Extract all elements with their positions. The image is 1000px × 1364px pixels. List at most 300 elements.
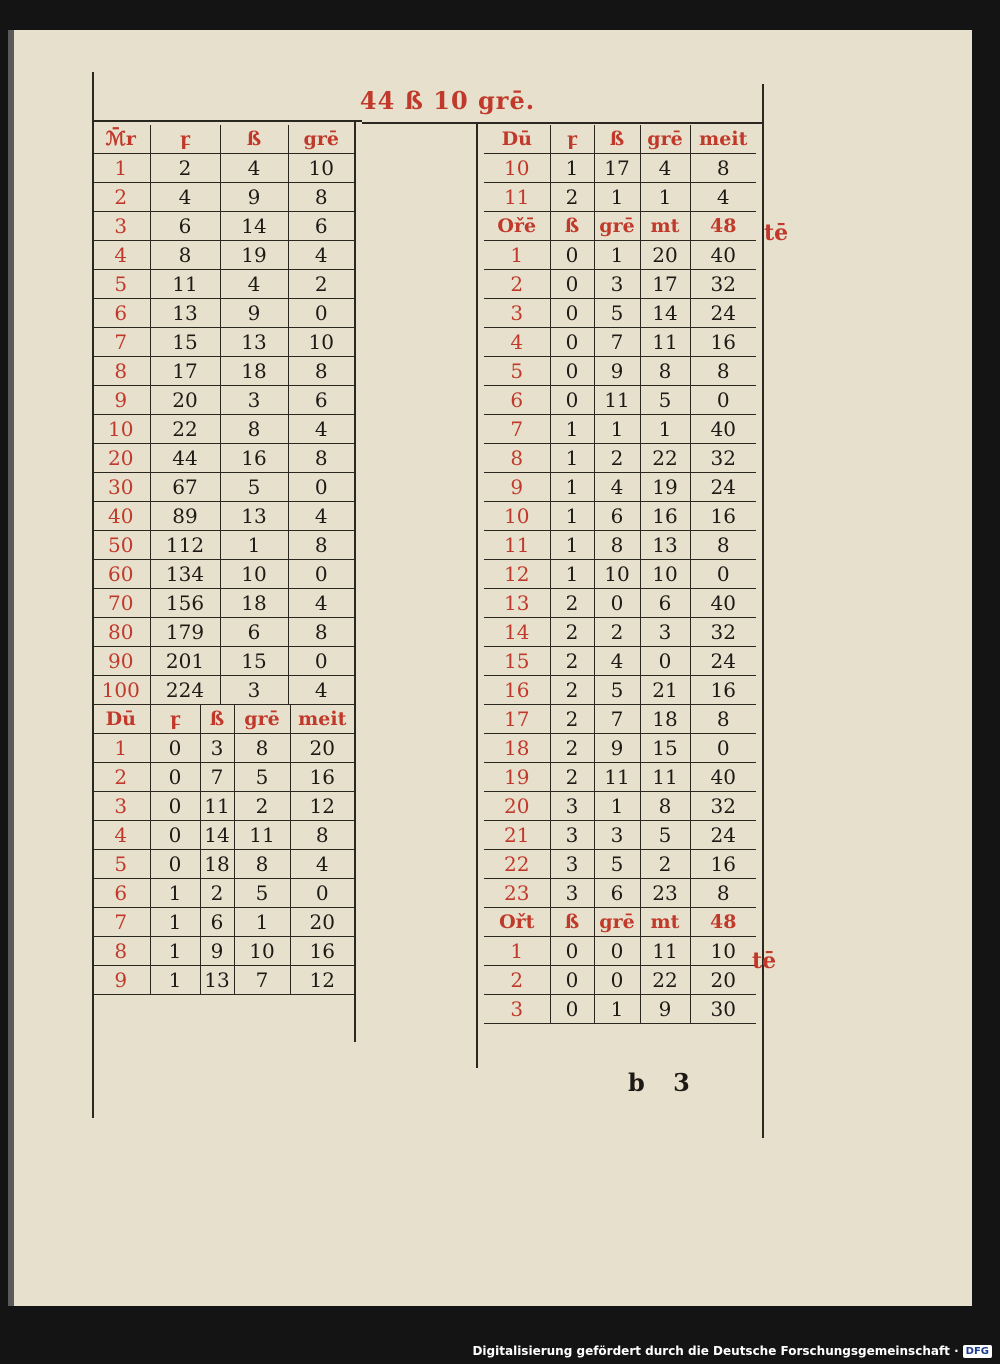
table-row <box>92 531 354 560</box>
footer <box>472 1344 992 1358</box>
table-row-cell: 8 <box>92 937 150 966</box>
right-header-row-3-cell: Ořt <box>484 908 550 937</box>
table-row-cell: 1 <box>92 734 150 763</box>
table-row <box>484 473 756 502</box>
top-rule-left <box>94 120 362 122</box>
table-row-cell: 4 <box>594 647 640 676</box>
table-row-cell: 5 <box>640 386 690 415</box>
table-row-cell: 0 <box>690 386 756 415</box>
table-row <box>92 966 354 995</box>
page-title: 44 ß 10 grē. <box>359 86 536 115</box>
table-row-cell: 6 <box>484 386 550 415</box>
left-header-row-cell: grē <box>288 125 354 154</box>
table-row-cell: 5 <box>92 270 150 299</box>
table-row-cell: 21 <box>640 676 690 705</box>
table-row-cell: 5 <box>234 879 290 908</box>
table-row-cell: 6 <box>288 386 354 415</box>
right-header-row-3-cell: ß <box>550 908 594 937</box>
table-row-cell: 0 <box>550 937 594 966</box>
table-row <box>92 763 354 792</box>
table-row-cell: 11 <box>594 763 640 792</box>
right-header-row-2-cell: Ořē <box>484 212 550 241</box>
table-row-cell: 12 <box>290 966 354 995</box>
table-row-cell: 21 <box>484 821 550 850</box>
table-row-cell: 7 <box>234 966 290 995</box>
table-row-cell: 1 <box>150 908 200 937</box>
right-header-row-3-cell: grē <box>594 908 640 937</box>
table-row <box>484 270 756 299</box>
table-row-cell: 8 <box>150 241 220 270</box>
table-row-cell: 20 <box>290 908 354 937</box>
table-row-cell: 13 <box>200 966 234 995</box>
table-row-cell: 4 <box>290 850 354 879</box>
table-row-cell: 3 <box>220 676 288 705</box>
table-row-cell: 8 <box>640 792 690 821</box>
table-row <box>484 531 756 560</box>
table-row-cell: 4 <box>288 676 354 705</box>
table-row-cell: 24 <box>690 473 756 502</box>
table-row-cell: 32 <box>690 270 756 299</box>
table-row-cell: 0 <box>150 850 200 879</box>
table-row-cell: 20 <box>690 966 756 995</box>
table-row-cell: 67 <box>150 473 220 502</box>
table-row-cell: 3 <box>594 270 640 299</box>
table-row-cell: 112 <box>150 531 220 560</box>
table-row-cell: 4 <box>288 241 354 270</box>
table-row-cell: 15 <box>150 328 220 357</box>
table-row-cell: 40 <box>690 589 756 618</box>
table-row-cell: 4 <box>220 154 288 183</box>
table-row-cell: 0 <box>150 792 200 821</box>
table-row <box>484 850 756 879</box>
table-row-cell: 2 <box>550 734 594 763</box>
table-row-cell: 9 <box>92 966 150 995</box>
right-section-note-2: tē <box>752 948 777 974</box>
table-row-cell: 2 <box>550 647 594 676</box>
table-row-cell: 0 <box>550 357 594 386</box>
left-header-row-2-cell: meit <box>290 705 354 734</box>
table-row-cell: 16 <box>690 502 756 531</box>
table-row-cell: 8 <box>234 850 290 879</box>
table-row <box>484 792 756 821</box>
table-row <box>92 502 354 531</box>
table-row-cell: 7 <box>92 908 150 937</box>
table-row-cell: 12 <box>484 560 550 589</box>
table-row-cell: 10 <box>640 560 690 589</box>
table-row-cell: 3 <box>92 212 150 241</box>
table-row-cell: 1 <box>484 241 550 270</box>
table-row-cell: 8 <box>92 357 150 386</box>
table-row <box>92 676 354 705</box>
right-header-row-cell: meit <box>690 125 756 154</box>
table-row-cell: 224 <box>150 676 220 705</box>
table-row-cell: 16 <box>690 676 756 705</box>
table-row-cell: 1 <box>150 966 200 995</box>
table-row-cell: 1 <box>550 473 594 502</box>
table-row-cell: 5 <box>484 357 550 386</box>
top-rule-right <box>362 122 762 124</box>
table-row-cell: 23 <box>484 879 550 908</box>
table-row-cell: 3 <box>550 792 594 821</box>
table-row-cell: 80 <box>92 618 150 647</box>
table-row-cell: 17 <box>640 270 690 299</box>
left-header-row-cell: ꝼ <box>150 125 220 154</box>
table-row-cell: 30 <box>690 995 756 1024</box>
table-row-cell: 60 <box>92 560 150 589</box>
table-row <box>484 879 756 908</box>
right-table <box>484 125 756 1024</box>
table-row-cell: 7 <box>92 328 150 357</box>
table-row-cell: 24 <box>690 821 756 850</box>
table-row-cell: 16 <box>690 850 756 879</box>
right-header-row-cell: ꝼ <box>550 125 594 154</box>
table-row-cell: 16 <box>290 763 354 792</box>
right-header-row-2 <box>484 212 756 241</box>
table-row-cell: 8 <box>288 618 354 647</box>
left-header-row-2 <box>92 705 354 734</box>
table-row <box>484 415 756 444</box>
table-row-cell: 40 <box>92 502 150 531</box>
table-row-cell: 0 <box>550 241 594 270</box>
table-row <box>92 618 354 647</box>
table-row-cell: 8 <box>484 444 550 473</box>
table-row-cell: 4 <box>640 154 690 183</box>
table-row-cell: 19 <box>484 763 550 792</box>
table-row <box>92 647 354 676</box>
table-row <box>92 850 354 879</box>
table-row-cell: 22 <box>150 415 220 444</box>
footer-text: Digitalisierung gefördert durch die Deutsche Forschungsgemeinschaft · <box>472 1344 959 1358</box>
table-row-cell: 14 <box>220 212 288 241</box>
table-row <box>92 560 354 589</box>
table-row-cell: 3 <box>594 821 640 850</box>
table-row-cell: 2 <box>550 589 594 618</box>
table-row-cell: 6 <box>220 618 288 647</box>
table-row-cell: 8 <box>690 357 756 386</box>
table-row-cell: 30 <box>92 473 150 502</box>
table-row-cell: 17 <box>150 357 220 386</box>
table-row-cell: 40 <box>690 415 756 444</box>
table-row-cell: 2 <box>484 966 550 995</box>
table-row-cell: 19 <box>640 473 690 502</box>
table-row-cell: 5 <box>594 299 640 328</box>
table-row-cell: 90 <box>92 647 150 676</box>
table-row-cell: 11 <box>200 792 234 821</box>
table-row-cell: 89 <box>150 502 220 531</box>
table-row-cell: 11 <box>594 386 640 415</box>
table-row-cell: 0 <box>150 821 200 850</box>
table-row-cell: 1 <box>594 995 640 1024</box>
table-row-cell: 0 <box>550 270 594 299</box>
table-row-cell: 32 <box>690 792 756 821</box>
right-header-row-2-cell: 48 <box>690 212 756 241</box>
table-row-cell: 11 <box>640 328 690 357</box>
table-row-cell: 14 <box>484 618 550 647</box>
table-row-cell: 0 <box>640 647 690 676</box>
table-row <box>484 705 756 734</box>
table-row <box>484 647 756 676</box>
right-header-row-2-cell: ß <box>550 212 594 241</box>
table-row-cell: 8 <box>288 183 354 212</box>
right-header-row-2-cell: mt <box>640 212 690 241</box>
left-table <box>92 125 354 705</box>
table-row-cell: 3 <box>220 386 288 415</box>
table-row-cell: 14 <box>200 821 234 850</box>
table-row-cell: 1 <box>220 531 288 560</box>
table-row-cell: 20 <box>92 444 150 473</box>
table-row <box>92 444 354 473</box>
left-header-row-2-cell: ß <box>200 705 234 734</box>
table-row-cell: 1 <box>550 154 594 183</box>
table-row-cell: 1 <box>550 444 594 473</box>
table-row-cell: 0 <box>288 647 354 676</box>
table-row-cell: 22 <box>640 966 690 995</box>
table-row-cell: 17 <box>484 705 550 734</box>
table-row-cell: 50 <box>92 531 150 560</box>
table-row-cell: 40 <box>690 241 756 270</box>
table-row-cell: 13 <box>640 531 690 560</box>
table-row-cell: 9 <box>594 734 640 763</box>
table-row-cell: 5 <box>594 676 640 705</box>
table-row-cell: 16 <box>220 444 288 473</box>
table-row-cell: 2 <box>288 270 354 299</box>
table-row-cell: 2 <box>594 618 640 647</box>
table-row-cell: 19 <box>220 241 288 270</box>
table-row-cell: 8 <box>690 531 756 560</box>
table-row <box>484 299 756 328</box>
table-row-cell: 3 <box>550 850 594 879</box>
table-row-cell: 9 <box>484 473 550 502</box>
table-row-cell: 44 <box>150 444 220 473</box>
table-row-cell: 2 <box>92 763 150 792</box>
table-row-cell: 7 <box>594 705 640 734</box>
table-row-cell: 24 <box>690 299 756 328</box>
table-row-cell: 1 <box>234 908 290 937</box>
table-row-cell: 8 <box>288 531 354 560</box>
table-row-cell: 13 <box>220 502 288 531</box>
table-row <box>92 908 354 937</box>
left-header-row-cell: ℳ̄r <box>92 125 150 154</box>
table-row-cell: 9 <box>220 299 288 328</box>
table-row-cell: 6 <box>150 212 220 241</box>
table-row <box>484 154 756 183</box>
table-row-cell: 20 <box>484 792 550 821</box>
table-row-cell: 70 <box>92 589 150 618</box>
table-row-cell: 1 <box>150 879 200 908</box>
table-row-cell: 17 <box>594 154 640 183</box>
table-row-cell: 7 <box>594 328 640 357</box>
left-table-outer-rule <box>354 120 356 1042</box>
table-row-cell: 4 <box>484 328 550 357</box>
right-header-row-2-cell: grē <box>594 212 640 241</box>
table-row <box>92 241 354 270</box>
table-row-cell: 6 <box>640 589 690 618</box>
table-row <box>92 879 354 908</box>
table-row-cell: 1 <box>594 415 640 444</box>
right-header-row-cell: grē <box>640 125 690 154</box>
table-row-cell: 0 <box>550 328 594 357</box>
table-row-cell: 0 <box>550 966 594 995</box>
table-row-cell: 22 <box>640 444 690 473</box>
table-row-cell: 3 <box>484 995 550 1024</box>
left-header-row-2-cell: ꝼ <box>150 705 200 734</box>
right-header-row-3 <box>484 908 756 937</box>
table-row-cell: 0 <box>594 589 640 618</box>
table-row <box>484 966 756 995</box>
table-row-cell: 4 <box>690 183 756 212</box>
table-row-cell: 20 <box>150 386 220 415</box>
table-row-cell: 8 <box>594 531 640 560</box>
table-row <box>484 560 756 589</box>
table-row <box>92 937 354 966</box>
table-row-cell: 1 <box>484 937 550 966</box>
table-row-cell: 2 <box>550 183 594 212</box>
table-row-cell: 10 <box>484 154 550 183</box>
table-row <box>484 386 756 415</box>
table-row <box>92 183 354 212</box>
table-row-cell: 18 <box>220 589 288 618</box>
right-header-row-3-cell: 48 <box>690 908 756 937</box>
table-row-cell: 0 <box>288 560 354 589</box>
table-row-cell: 15 <box>220 647 288 676</box>
table-row-cell: 16 <box>484 676 550 705</box>
table-row-cell: 10 <box>594 560 640 589</box>
table-row-cell: 0 <box>690 734 756 763</box>
table-row-cell: 134 <box>150 560 220 589</box>
table-row-cell: 201 <box>150 647 220 676</box>
table-row-cell: 2 <box>484 270 550 299</box>
table-row-cell: 4 <box>594 473 640 502</box>
table-row-cell: 0 <box>150 763 200 792</box>
table-row-cell: 10 <box>288 154 354 183</box>
left-header-row-2-cell: grē <box>234 705 290 734</box>
table-row <box>92 589 354 618</box>
table-row-cell: 0 <box>690 560 756 589</box>
table-row <box>484 241 756 270</box>
table-row-cell: 100 <box>92 676 150 705</box>
table-row-cell: 20 <box>640 241 690 270</box>
table-row-cell: 18 <box>200 850 234 879</box>
dfg-logo: DFG <box>963 1345 992 1358</box>
table-row-cell: 9 <box>594 357 640 386</box>
table-row-cell: 40 <box>690 763 756 792</box>
left-header-row <box>92 125 354 154</box>
table-row-cell: 1 <box>92 154 150 183</box>
table-row <box>92 792 354 821</box>
table-row-cell: 12 <box>290 792 354 821</box>
table-row-cell: 8 <box>234 734 290 763</box>
table-row <box>92 386 354 415</box>
table-row-cell: 8 <box>288 444 354 473</box>
table-row-cell: 11 <box>640 937 690 966</box>
signature-mark: b 3 <box>628 1068 700 1097</box>
table-row <box>484 444 756 473</box>
table-row-cell: 8 <box>690 879 756 908</box>
table-row-cell: 7 <box>484 415 550 444</box>
table-row <box>484 502 756 531</box>
table-row-cell: 24 <box>690 647 756 676</box>
left-table-lower <box>92 705 354 995</box>
table-row-cell: 18 <box>220 357 288 386</box>
table-row-cell: 32 <box>690 618 756 647</box>
table-row-cell: 6 <box>200 908 234 937</box>
table-row-cell: 8 <box>288 357 354 386</box>
table-row-cell: 4 <box>92 241 150 270</box>
table-row <box>484 821 756 850</box>
table-row-cell: 8 <box>290 821 354 850</box>
table-row-cell: 11 <box>150 270 220 299</box>
table-row <box>484 676 756 705</box>
table-row-cell: 4 <box>288 502 354 531</box>
table-row-cell: 1 <box>550 560 594 589</box>
table-row-cell: 7 <box>200 763 234 792</box>
table-row-cell: 0 <box>594 966 640 995</box>
table-row-cell: 10 <box>220 560 288 589</box>
right-header-row-cell: Dū <box>484 125 550 154</box>
table-row-cell: 1 <box>594 183 640 212</box>
table-row-cell: 8 <box>640 357 690 386</box>
table-row-cell: 11 <box>484 531 550 560</box>
table-row-cell: 3 <box>484 299 550 328</box>
table-row-cell: 1 <box>550 415 594 444</box>
table-row-cell: 13 <box>220 328 288 357</box>
table-row-cell: 23 <box>640 879 690 908</box>
table-row-cell: 5 <box>594 850 640 879</box>
table-row-cell: 3 <box>92 792 150 821</box>
table-row-cell: 5 <box>92 850 150 879</box>
table-row <box>484 763 756 792</box>
table-row-cell: 2 <box>640 850 690 879</box>
table-row <box>92 357 354 386</box>
table-row-cell: 6 <box>288 212 354 241</box>
table-row-cell: 0 <box>550 386 594 415</box>
table-row-cell: 5 <box>234 763 290 792</box>
table-row <box>484 995 756 1024</box>
table-row-cell: 22 <box>484 850 550 879</box>
table-row-cell: 4 <box>220 270 288 299</box>
table-row-cell: 1 <box>594 792 640 821</box>
table-row-cell: 2 <box>234 792 290 821</box>
table-row-cell: 179 <box>150 618 220 647</box>
table-row <box>92 415 354 444</box>
table-row <box>484 589 756 618</box>
table-row-cell: 2 <box>550 618 594 647</box>
table-row-cell: 1 <box>640 183 690 212</box>
table-row-cell: 156 <box>150 589 220 618</box>
table-row-cell: 6 <box>92 879 150 908</box>
table-row-cell: 11 <box>640 763 690 792</box>
table-row-cell: 5 <box>640 821 690 850</box>
table-row <box>484 328 756 357</box>
table-row-cell: 2 <box>550 705 594 734</box>
table-row-cell: 1 <box>550 502 594 531</box>
table-row-cell: 10 <box>92 415 150 444</box>
table-row-cell: 8 <box>690 154 756 183</box>
table-row-cell: 9 <box>92 386 150 415</box>
table-row-cell: 2 <box>594 444 640 473</box>
table-row-cell: 2 <box>150 154 220 183</box>
table-row-cell: 16 <box>290 937 354 966</box>
table-row-cell: 18 <box>484 734 550 763</box>
table-row-cell: 9 <box>640 995 690 1024</box>
table-row-cell: 6 <box>594 879 640 908</box>
table-row-cell: 8 <box>220 415 288 444</box>
right-section-note-1: tē <box>764 220 789 246</box>
left-header-row-2-cell: Dū <box>92 705 150 734</box>
right-header-row-3-cell: mt <box>640 908 690 937</box>
table-row-cell: 3 <box>200 734 234 763</box>
table-row-cell: 6 <box>92 299 150 328</box>
